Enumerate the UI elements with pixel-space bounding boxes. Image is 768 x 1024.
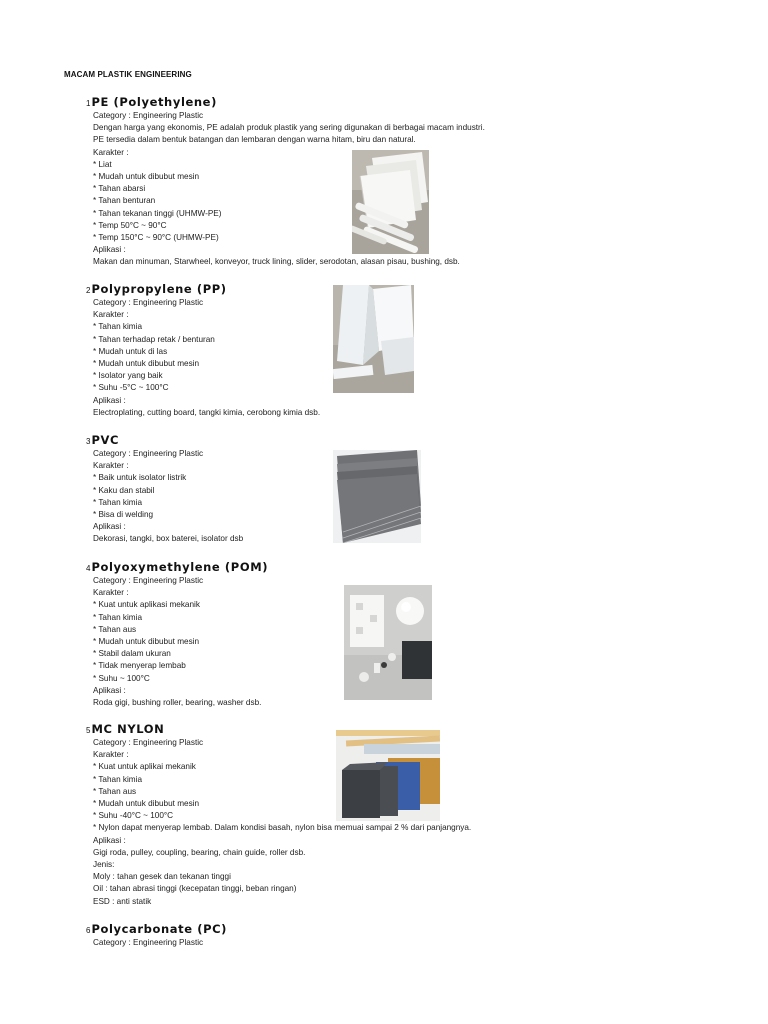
text-line: * Mudah untuk dibubut mesin xyxy=(93,359,200,369)
section-heading xyxy=(86,95,485,109)
section-title: PVC xyxy=(91,433,120,447)
pvc-sheets-image xyxy=(333,450,421,543)
text-line: * Tahan kimia xyxy=(93,612,142,622)
text-line: * Liat xyxy=(93,159,112,169)
section-number: 4 xyxy=(86,564,91,573)
section-title: Polyoxymethylene (POM) xyxy=(91,560,269,574)
text-line: Category : Engineering Plastic xyxy=(93,111,204,120)
text-line: * Tahan kimia xyxy=(93,497,142,507)
text-line: Jenis: xyxy=(93,860,115,870)
text-line: * Kuat untuk aplikasi mekanik xyxy=(93,600,200,610)
text-line: Karakter : xyxy=(93,310,129,320)
text-line: Karakter : xyxy=(93,588,129,598)
text-line: Category : Engineering Plastic xyxy=(93,738,204,747)
section-heading xyxy=(86,560,268,574)
section-title: MC NYLON xyxy=(91,722,165,736)
text-line: * Tahan aus xyxy=(93,786,137,796)
text-line: * Temp 50°C ~ 90°C xyxy=(93,220,167,230)
text-line: * Bisa di welding xyxy=(93,510,154,520)
text-line: Category : Engineering Plastic xyxy=(93,449,204,458)
text-line: * Isolator yang baik xyxy=(93,371,163,381)
text-line: * Tahan aus xyxy=(93,624,137,634)
section-number: 2 xyxy=(86,286,91,295)
text-line: Gigi roda, pulley, coupling, bearing, chain guide, roller dsb. xyxy=(93,847,306,857)
text-line: Aplikasi : xyxy=(93,245,126,255)
text-line: * Suhu -40°C ~ 100°C xyxy=(93,811,174,821)
text-line: * Mudah untuk dibubut mesin xyxy=(93,172,200,182)
text-line: * Suhu -5°C ~ 100°C xyxy=(93,383,169,393)
text-line: * Tidak menyerap lembab xyxy=(93,661,186,671)
text-line: Karakter : xyxy=(93,147,129,157)
text-line: Karakter : xyxy=(93,461,129,471)
text-line: * Mudah untuk dibubut mesin xyxy=(93,799,200,809)
text-line: Moly : tahan gesek dan tekanan tinggi xyxy=(93,872,231,882)
section-pp xyxy=(86,282,320,419)
text-line: ESD : anti statik xyxy=(93,896,152,906)
text-line: Category : Engineering Plastic xyxy=(93,576,204,585)
text-line: Electroplating, cutting board, tangki kimia, cerobong kimia dsb. xyxy=(93,407,321,417)
pom-parts-image xyxy=(344,585,432,700)
text-line: Karakter : xyxy=(93,750,129,760)
section-number: 3 xyxy=(86,437,91,446)
section-number: 5 xyxy=(86,726,91,735)
pp-blocks-image xyxy=(333,285,414,393)
pe-sheets-image xyxy=(352,150,429,254)
text-line: Dekorasi, tangki, box baterei, isolator dsb xyxy=(93,534,244,544)
text-line: * Tahan abarsi xyxy=(93,184,146,194)
text-line: Aplikasi : xyxy=(93,395,126,405)
text-line: * Tahan kimia xyxy=(93,322,142,332)
section-heading xyxy=(86,282,320,296)
text-line: * Mudah untuk di las xyxy=(93,346,168,356)
text-line: Category : Engineering Plastic xyxy=(93,938,204,947)
mc-nylon-blocks-image xyxy=(336,730,440,821)
text-line: * Nylon dapat menyerap lembab. Dalam kondisi basah, nylon bisa memuai sampai 2 % dari panjangnya. xyxy=(93,823,472,833)
section-pc xyxy=(86,922,227,949)
text-line: Aplikasi : xyxy=(93,685,126,695)
text-line: * Mudah untuk dibubut mesin xyxy=(93,637,200,647)
section-title: Polycarbonate (PC) xyxy=(91,922,228,936)
text-line: Aplikasi : xyxy=(93,835,126,845)
text-line: Aplikasi : xyxy=(93,522,126,532)
text-line: * Kuat untuk aplikai mekanik xyxy=(93,762,196,772)
text-line: * Suhu ~ 100°C xyxy=(93,673,150,683)
text-line: * Kaku dan stabil xyxy=(93,485,155,495)
text-line: * Stabil dalam ukuran xyxy=(93,649,171,659)
section-pvc xyxy=(86,433,243,546)
section-pom xyxy=(86,560,268,709)
section-heading xyxy=(86,922,227,936)
section-title: Polypropylene (PP) xyxy=(91,282,227,296)
document-title: MACAM PLASTIK ENGINEERING xyxy=(64,70,192,79)
section-title: PE (Polyethylene) xyxy=(91,95,217,109)
text-line: * Baik untuk isolator listrik xyxy=(93,473,187,483)
text-line: * Tahan benturan xyxy=(93,196,156,206)
text-line: Makan dan minuman, Starwheel, konveyor, truck lining, slider, serodotan, alasan pisau, bushing, dsb. xyxy=(93,257,460,267)
text-line: * Temp 150°C ~ 90°C (UHMW-PE) xyxy=(93,233,219,243)
text-line: Roda gigi, bushing roller, bearing, washer dsb. xyxy=(93,698,262,708)
text-line: Dengan harga yang ekonomis, PE adalah produk plastik yang sering digunakan di berbagai macam industri. xyxy=(93,123,485,133)
section-number: 1 xyxy=(86,99,91,108)
section-heading xyxy=(86,433,243,447)
text-line: Category : Engineering Plastic xyxy=(93,298,204,307)
section-number: 6 xyxy=(86,926,91,935)
text-line: * Tahan kimia xyxy=(93,774,142,784)
text-line: PE tersedia dalam bentuk batangan dan lembaran dengan warna hitam, biru dan natural. xyxy=(93,135,416,145)
text-line: Oil : tahan abrasi tinggi (kecepatan tinggi, beban ringan) xyxy=(93,884,297,894)
text-line: * Tahan tekanan tinggi (UHMW-PE) xyxy=(93,208,222,218)
text-line: * Tahan terhadap retak / benturan xyxy=(93,334,215,344)
